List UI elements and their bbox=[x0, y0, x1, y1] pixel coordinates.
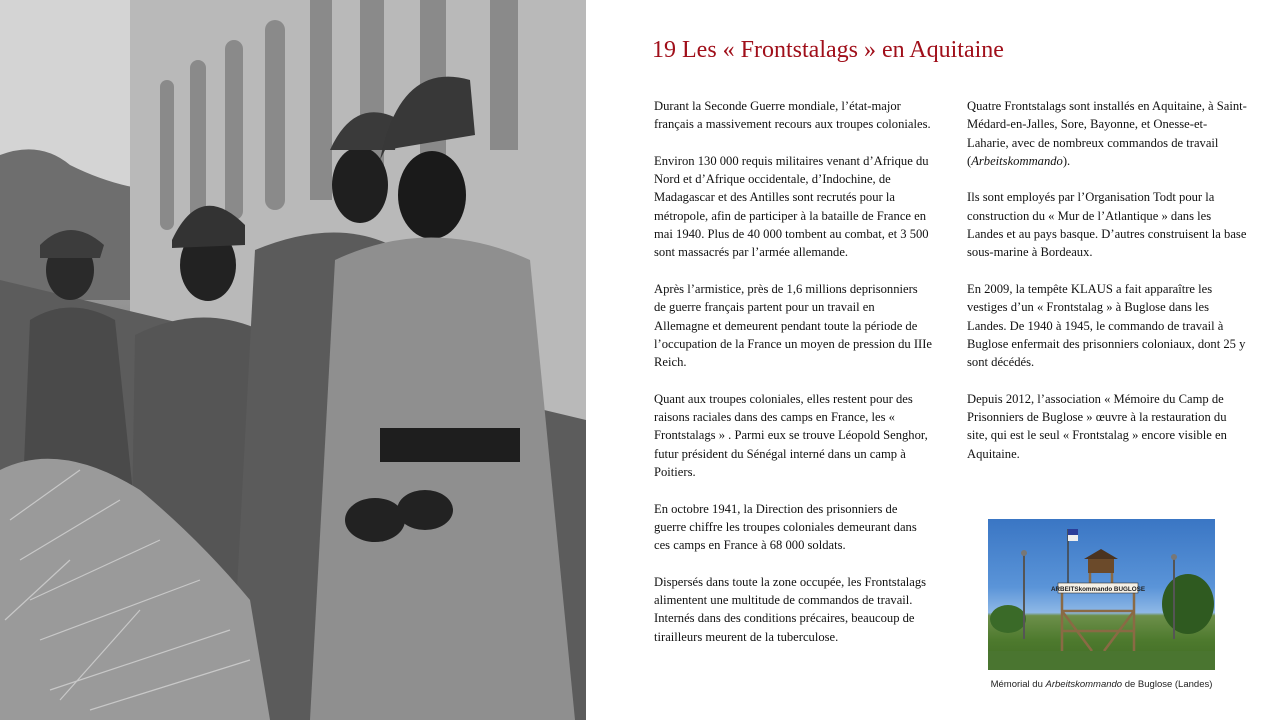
paragraph: Dispersés dans toute la zone occupée, les Frontstalags alimentent une multitude de commandos de travail. Internés dans des conditions précaires, beaucoup de tirailleurs meurent de la tuberculose. bbox=[654, 574, 927, 644]
paragraph: Ils sont employés par l’Organisation Todt pour la construction du « Mur de l’Atlantique » dans les Landes et au pays basque. D’autres construisent la base sous-marine à Bordeaux. bbox=[967, 190, 1247, 260]
paragraph: Environ 130 000 requis militaires venant d’Afrique du Nord et d’Afrique occidentale, d’Indochine, de Madagascar et des Antilles sont recrutés pour la métropole, afin de participer à la bataille de France en mai 1940. Plus de 40 000 tombent au combat, et 3 500 sont massacrés par l’armée allemande. bbox=[654, 153, 929, 260]
memorial-photo bbox=[988, 519, 1215, 670]
page-title: 19 Les « Frontstalags » en Aquitaine bbox=[652, 37, 1004, 63]
paragraph-italic-term: Arbeitskommando bbox=[971, 153, 1063, 168]
historical-photo-colonial-soldiers bbox=[0, 0, 586, 720]
paragraph-text: Quatre Frontstalags sont installés en Aquitaine, à Saint-Médard-en-Jalles, Sore, Bayonne, et Onesse-et-Laharie, avec de nombreux commandos de travail ( bbox=[967, 99, 1247, 168]
paragraph: En 2009, la tempête KLAUS a fait apparaître les vestiges d’un « Frontstalag » à Buglose dans les Landes. De 1940 à 1945, le commando de travail à Buglose enfermait des prisonniers coloniaux, dont 25 y sont décédés. bbox=[967, 281, 1246, 370]
text-column-right bbox=[967, 97, 1247, 481]
paragraph: Depuis 2012, l’association « Mémoire du Camp de Prisonniers de Buglose » œuvre à la restauration du site, qui est le seul « Frontstalag » encore visible en Aquitaine. bbox=[967, 391, 1227, 461]
paragraph-text: ). bbox=[1062, 153, 1071, 168]
paragraph: En octobre 1941, la Direction des prisonniers de guerre chiffre les troupes coloniales demeurant dans ces camps en France à 68 000 soldats. bbox=[654, 501, 917, 553]
caption-italic-term: Arbeitskommando bbox=[1045, 679, 1123, 690]
photo-illustration bbox=[0, 0, 586, 720]
caption-text: de Buglose (Landes) bbox=[1122, 679, 1213, 690]
text-column-left bbox=[654, 97, 932, 664]
paragraph bbox=[967, 97, 1247, 170]
paragraph: Durant la Seconde Guerre mondiale, l’état-major français a massivement recours aux troupes coloniales. bbox=[654, 99, 931, 132]
memorial-sign-text: ARBEITSkommando BUGLOSE bbox=[1050, 585, 1146, 593]
paragraph: Après l’armistice, près de 1,6 millions deprisonniers de guerre français partent pour un travail en Allemagne et demeurent pendant toute la période de l’occupation de la France un moyen de pression du IIIe Reich. bbox=[654, 281, 933, 370]
caption-text: Mémorial du bbox=[990, 679, 1046, 690]
memorial-illustration bbox=[988, 519, 1215, 670]
paragraph: Quant aux troupes coloniales, elles restent pour des raisons raciales dans des camps en France, les « Frontstalags » . Parmi eux se trouve Léopold Senghor, futur président du Sénégal interné dans un camp à Poitiers. bbox=[654, 391, 928, 479]
memorial-caption bbox=[988, 679, 1215, 690]
